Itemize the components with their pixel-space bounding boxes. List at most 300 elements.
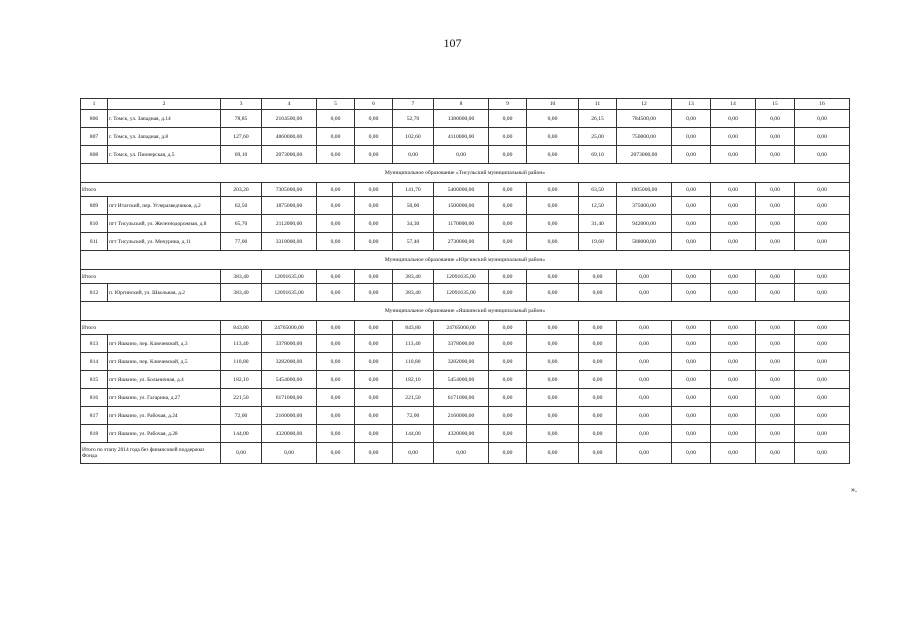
value-cell: 0,00 <box>489 407 527 425</box>
table-row <box>81 425 850 443</box>
value-cell: 0,00 <box>711 110 756 128</box>
column-number: 4 <box>262 99 317 110</box>
value-cell: 0,00 <box>317 215 355 233</box>
value-cell: 0,00 <box>527 128 579 146</box>
value-cell: 5454000,00 <box>434 371 489 389</box>
value-cell: 0,00 <box>355 146 393 164</box>
value-cell: 3282000,00 <box>262 353 317 371</box>
row-number: 809 <box>81 197 108 215</box>
value-cell: 0,00 <box>756 425 795 443</box>
table-row <box>81 110 850 128</box>
total-value: 5400000,00 <box>434 183 489 197</box>
value-cell: 0,00 <box>355 128 393 146</box>
value-cell: 0,00 <box>795 389 850 407</box>
value-cell: 0,00 <box>355 425 393 443</box>
value-cell: 221,50 <box>221 389 262 407</box>
total-value: 0,00 <box>317 443 355 464</box>
value-cell: 0,00 <box>672 215 711 233</box>
value-cell: 2112000,00 <box>262 215 317 233</box>
value-cell: 0,00 <box>355 284 393 302</box>
total-value: 0,00 <box>617 443 672 464</box>
total-value: 0,00 <box>672 183 711 197</box>
value-cell: 0,00 <box>317 335 355 353</box>
value-cell: 1380000,00 <box>434 110 489 128</box>
value-cell: 0,00 <box>711 233 756 251</box>
value-cell: 0,00 <box>756 371 795 389</box>
value-cell: 0,00 <box>527 371 579 389</box>
value-cell: 375000,00 <box>617 197 672 215</box>
value-cell: 0,00 <box>527 353 579 371</box>
value-cell: 0,00 <box>355 215 393 233</box>
value-cell: 383,40 <box>393 284 434 302</box>
row-number: 818 <box>81 425 108 443</box>
value-cell: 182,10 <box>221 371 262 389</box>
value-cell: 102,60 <box>393 128 434 146</box>
total-value: 0,00 <box>527 183 579 197</box>
column-number: 1 <box>81 99 108 110</box>
value-cell: 4110000,00 <box>434 128 489 146</box>
value-cell: 77,00 <box>221 233 262 251</box>
value-cell: 0,00 <box>355 233 393 251</box>
value-cell: 0,00 <box>711 335 756 353</box>
value-cell: 0,00 <box>672 425 711 443</box>
value-cell: 0,00 <box>672 128 711 146</box>
row-number: 817 <box>81 407 108 425</box>
value-cell: 0,00 <box>317 128 355 146</box>
total-value: 0,00 <box>355 270 393 284</box>
value-cell: 0,00 <box>711 425 756 443</box>
value-cell: 0,00 <box>672 233 711 251</box>
total-value: 0,00 <box>317 183 355 197</box>
total-label: Итого по этапу 2014 года без финансовой поддержки Фонда <box>81 443 221 464</box>
value-cell: 25,00 <box>579 128 617 146</box>
total-value: 12091635,00 <box>434 270 489 284</box>
value-cell: 0,00 <box>795 128 850 146</box>
value-cell: 0,00 <box>355 335 393 353</box>
value-cell: 0,00 <box>756 407 795 425</box>
value-cell: 0,00 <box>489 371 527 389</box>
value-cell: 2073000,00 <box>617 146 672 164</box>
value-cell: 0,00 <box>527 425 579 443</box>
value-cell: 0,00 <box>756 284 795 302</box>
value-cell: 69,10 <box>579 146 617 164</box>
value-cell: 0,00 <box>355 197 393 215</box>
value-cell: 127,60 <box>221 128 262 146</box>
value-cell: 0,00 <box>489 197 527 215</box>
subtotal-row <box>81 183 850 197</box>
value-cell: 0,00 <box>317 233 355 251</box>
municipality-heading: Муниципальное образование «Юргинский муниципальный район» <box>81 251 850 270</box>
value-cell: 0,00 <box>672 335 711 353</box>
column-number: 11 <box>579 99 617 110</box>
value-cell: 0,00 <box>527 407 579 425</box>
total-value: 24765000,00 <box>262 321 317 335</box>
value-cell: 588000,00 <box>617 233 672 251</box>
total-value: 0,00 <box>672 270 711 284</box>
column-number: 8 <box>434 99 489 110</box>
value-cell: 0,00 <box>527 233 579 251</box>
value-cell: 2160000,00 <box>434 407 489 425</box>
subtotal-row <box>81 270 850 284</box>
value-cell: 0,00 <box>355 389 393 407</box>
table-row <box>81 215 850 233</box>
value-cell: 26,15 <box>579 110 617 128</box>
total-value: 0,00 <box>355 443 393 464</box>
value-cell: 0,00 <box>317 284 355 302</box>
total-value: 0,00 <box>434 443 489 464</box>
total-value: 0,00 <box>579 321 617 335</box>
value-cell: 0,00 <box>317 197 355 215</box>
value-cell: 34,30 <box>393 215 434 233</box>
value-cell: 182,10 <box>393 371 434 389</box>
value-cell: 12091635,00 <box>262 284 317 302</box>
total-value: 0,00 <box>355 183 393 197</box>
value-cell: 750000,00 <box>617 128 672 146</box>
row-number: 812 <box>81 284 108 302</box>
value-cell: 0,00 <box>672 284 711 302</box>
total-value: 0,00 <box>579 270 617 284</box>
address-cell: г. Томск, ул. Пионерская, д.5 <box>108 146 221 164</box>
value-cell: 383,40 <box>221 284 262 302</box>
value-cell: 4860000,00 <box>262 128 317 146</box>
value-cell: 0,00 <box>527 215 579 233</box>
value-cell: 78,85 <box>221 110 262 128</box>
municipality-heading: Муниципальное образование «Яшкинский муниципальный район» <box>81 302 850 321</box>
total-value: 0,00 <box>672 321 711 335</box>
table-row <box>81 407 850 425</box>
value-cell: 0,00 <box>756 335 795 353</box>
value-cell: 4320000,00 <box>262 425 317 443</box>
value-cell: 2160000,00 <box>262 407 317 425</box>
row-number: 811 <box>81 233 108 251</box>
table-row <box>81 197 850 215</box>
value-cell: 221,50 <box>393 389 434 407</box>
value-cell: 3282000,00 <box>434 353 489 371</box>
value-cell: 62,50 <box>221 197 262 215</box>
municipality-heading: Муниципальное образование «Тисульский муниципальный район» <box>81 164 850 183</box>
value-cell: 0,00 <box>489 389 527 407</box>
address-cell: пгт Яшкино, ул. Гагарина, д.27 <box>108 389 221 407</box>
value-cell: 0,00 <box>527 335 579 353</box>
value-cell: 0,00 <box>527 110 579 128</box>
value-cell: 50,00 <box>393 197 434 215</box>
value-cell: 4320000,00 <box>434 425 489 443</box>
total-label: Итого <box>81 183 221 197</box>
value-cell: 110,80 <box>393 353 434 371</box>
address-cell: г. Томск, ул. Западная, д.8 <box>108 128 221 146</box>
value-cell: 0,00 <box>672 146 711 164</box>
address-cell: пгт Яшкино, пер. Ключевской, д.3 <box>108 335 221 353</box>
total-value: 0,00 <box>489 443 527 464</box>
value-cell: 0,00 <box>756 128 795 146</box>
value-cell: 0,00 <box>489 128 527 146</box>
value-cell: 0,00 <box>317 407 355 425</box>
row-number: 810 <box>81 215 108 233</box>
address-cell: пгт Тисульский, ул. Мичурина, д.11 <box>108 233 221 251</box>
total-label: Итого <box>81 270 221 284</box>
value-cell: 0,00 <box>489 335 527 353</box>
value-cell: 0,00 <box>317 353 355 371</box>
value-cell: 12091635,00 <box>434 284 489 302</box>
value-cell: 0,00 <box>711 146 756 164</box>
table-header-row <box>81 99 850 110</box>
total-value: 0,00 <box>617 321 672 335</box>
column-number: 15 <box>756 99 795 110</box>
address-cell: г. Томск, ул. Западная, д.14 <box>108 110 221 128</box>
total-value: 0,00 <box>672 443 711 464</box>
total-value: 0,00 <box>317 321 355 335</box>
row-number: 807 <box>81 128 108 146</box>
value-cell: 0,00 <box>672 197 711 215</box>
value-cell: 0,00 <box>711 371 756 389</box>
address-cell: п. Юргинский, ул. Школьная, д.2 <box>108 284 221 302</box>
total-value: 0,00 <box>756 321 795 335</box>
section-row <box>81 164 850 183</box>
page-number: 107 <box>443 36 462 50</box>
value-cell: 110,80 <box>221 353 262 371</box>
value-cell: 0,00 <box>355 371 393 389</box>
value-cell: 0,00 <box>672 353 711 371</box>
value-cell: 0,00 <box>711 284 756 302</box>
total-value: 0,00 <box>393 443 434 464</box>
total-value: 0,00 <box>489 183 527 197</box>
total-value: 0,00 <box>317 270 355 284</box>
value-cell: 0,00 <box>617 389 672 407</box>
section-row <box>81 302 850 321</box>
value-cell: 31,40 <box>579 215 617 233</box>
value-cell: 0,00 <box>527 284 579 302</box>
value-cell: 784500,00 <box>617 110 672 128</box>
total-value: 12091635,00 <box>262 270 317 284</box>
value-cell: 72,00 <box>221 407 262 425</box>
value-cell: 0,00 <box>355 110 393 128</box>
total-value: 141,70 <box>393 183 434 197</box>
value-cell: 0,00 <box>795 407 850 425</box>
row-number: 814 <box>81 353 108 371</box>
subtotal-row <box>81 321 850 335</box>
value-cell: 3378000,00 <box>262 335 317 353</box>
address-cell: пгт Яшкино, ул. Рабочая, д.28 <box>108 425 221 443</box>
value-cell: 0,00 <box>317 371 355 389</box>
value-cell: 0,00 <box>795 146 850 164</box>
table-row <box>81 146 850 164</box>
value-cell: 0,00 <box>617 407 672 425</box>
column-number: 13 <box>672 99 711 110</box>
total-value: 0,00 <box>756 443 795 464</box>
total-value: 0,00 <box>579 443 617 464</box>
value-cell: 0,00 <box>489 110 527 128</box>
column-number: 16 <box>795 99 850 110</box>
value-cell: 12,50 <box>579 197 617 215</box>
total-value: 0,00 <box>711 321 756 335</box>
value-cell: 0,00 <box>527 197 579 215</box>
column-number: 2 <box>108 99 221 110</box>
value-cell: 0,00 <box>579 389 617 407</box>
value-cell: 0,00 <box>579 407 617 425</box>
value-cell: 0,00 <box>711 353 756 371</box>
value-cell: 113,40 <box>393 335 434 353</box>
value-cell: 0,00 <box>579 425 617 443</box>
total-value: 0,00 <box>617 270 672 284</box>
row-number: 815 <box>81 371 108 389</box>
table-row <box>81 353 850 371</box>
value-cell: 144,00 <box>221 425 262 443</box>
column-number: 10 <box>527 99 579 110</box>
column-number: 9 <box>489 99 527 110</box>
address-cell: пгт Яшкино, ул. Рабочая, д.24 <box>108 407 221 425</box>
value-cell: 0,00 <box>711 197 756 215</box>
value-cell: 0,00 <box>489 284 527 302</box>
value-cell: 0,00 <box>711 128 756 146</box>
value-cell: 0,00 <box>711 389 756 407</box>
value-cell: 0,00 <box>672 371 711 389</box>
value-cell: 0,00 <box>795 371 850 389</box>
row-number: 813 <box>81 335 108 353</box>
value-cell: 0,00 <box>756 389 795 407</box>
value-cell: 0,00 <box>489 233 527 251</box>
value-cell: 0,00 <box>617 353 672 371</box>
table-row <box>81 233 850 251</box>
value-cell: 0,00 <box>579 335 617 353</box>
column-number: 3 <box>221 99 262 110</box>
column-number: 7 <box>393 99 434 110</box>
value-cell: 0,00 <box>672 110 711 128</box>
program-table <box>80 98 850 464</box>
table-row <box>81 335 850 353</box>
total-value: 0,00 <box>711 270 756 284</box>
value-cell: 0,00 <box>795 425 850 443</box>
value-cell: 0,00 <box>711 407 756 425</box>
value-cell: 0,00 <box>711 215 756 233</box>
section-row <box>81 251 850 270</box>
value-cell: 0,00 <box>317 146 355 164</box>
total-value: 0,00 <box>355 321 393 335</box>
stage-total-row <box>81 443 850 464</box>
total-value: 0,00 <box>711 443 756 464</box>
total-value: 0,00 <box>527 270 579 284</box>
total-value: 0,00 <box>795 270 850 284</box>
value-cell: 0,00 <box>527 389 579 407</box>
closing-quote-mark: ». <box>851 485 857 494</box>
total-value: 0,00 <box>711 183 756 197</box>
value-cell: 0,00 <box>489 425 527 443</box>
total-value: 0,00 <box>489 321 527 335</box>
value-cell: 0,00 <box>317 389 355 407</box>
address-cell: пгт Тисульский, ул. Железнодорожная, д.8 <box>108 215 221 233</box>
value-cell: 0,00 <box>355 353 393 371</box>
value-cell: 1875000,00 <box>262 197 317 215</box>
value-cell: 0,00 <box>756 146 795 164</box>
column-number: 12 <box>617 99 672 110</box>
value-cell: 0,00 <box>579 371 617 389</box>
value-cell: 0,00 <box>795 215 850 233</box>
value-cell: 0,00 <box>317 110 355 128</box>
row-number: 808 <box>81 146 108 164</box>
total-value: 0,00 <box>489 270 527 284</box>
value-cell: 65,70 <box>221 215 262 233</box>
total-value: 203,20 <box>221 183 262 197</box>
value-cell: 0,00 <box>795 335 850 353</box>
value-cell: 0,00 <box>756 215 795 233</box>
value-cell: 0,00 <box>756 197 795 215</box>
value-cell: 19,60 <box>579 233 617 251</box>
value-cell: 0,00 <box>489 353 527 371</box>
total-value: 24765000,00 <box>434 321 489 335</box>
value-cell: 0,00 <box>355 407 393 425</box>
value-cell: 942000,00 <box>617 215 672 233</box>
value-cell: 57,40 <box>393 233 434 251</box>
value-cell: 0,00 <box>527 146 579 164</box>
value-cell: 0,00 <box>756 353 795 371</box>
total-value: 0,00 <box>262 443 317 464</box>
value-cell: 0,00 <box>317 425 355 443</box>
value-cell: 0,00 <box>617 425 672 443</box>
value-cell: 1170000,00 <box>434 215 489 233</box>
value-cell: 0,00 <box>434 146 489 164</box>
total-value: 63,50 <box>579 183 617 197</box>
total-value: 0,00 <box>527 321 579 335</box>
value-cell: 2164500,00 <box>262 110 317 128</box>
value-cell: 0,00 <box>617 335 672 353</box>
value-cell: 144,00 <box>393 425 434 443</box>
address-cell: пгт Итатский, пер. Углеразведчиков, д.2 <box>108 197 221 215</box>
value-cell: 0,00 <box>672 389 711 407</box>
total-value: 1905000,00 <box>617 183 672 197</box>
value-cell: 0,00 <box>672 407 711 425</box>
column-number: 5 <box>317 99 355 110</box>
value-cell: 0,00 <box>489 146 527 164</box>
address-cell: пгт Яшкино, пер. Ключевской, д.5 <box>108 353 221 371</box>
value-cell: 0,00 <box>795 110 850 128</box>
value-cell: 1500000,00 <box>434 197 489 215</box>
table-row <box>81 389 850 407</box>
address-cell: пгт Яшкино, ул. Больничная, д.4 <box>108 371 221 389</box>
value-cell: 3378000,00 <box>434 335 489 353</box>
total-value: 7305000,00 <box>262 183 317 197</box>
total-value: 0,00 <box>527 443 579 464</box>
total-value: 0,00 <box>795 183 850 197</box>
value-cell: 69,10 <box>221 146 262 164</box>
column-number: 14 <box>711 99 756 110</box>
value-cell: 0,00 <box>617 284 672 302</box>
table-row <box>81 284 850 302</box>
value-cell: 0,00 <box>617 371 672 389</box>
value-cell: 0,00 <box>393 146 434 164</box>
total-value: 0,00 <box>795 443 850 464</box>
value-cell: 6171000,00 <box>434 389 489 407</box>
total-value: 383,40 <box>221 270 262 284</box>
value-cell: 0,00 <box>756 233 795 251</box>
value-cell: 0,00 <box>795 284 850 302</box>
row-number: 806 <box>81 110 108 128</box>
total-value: 0,00 <box>756 270 795 284</box>
table-row <box>81 371 850 389</box>
value-cell: 0,00 <box>795 233 850 251</box>
total-value: 0,00 <box>795 321 850 335</box>
value-cell: 0,00 <box>579 353 617 371</box>
total-label: Итого <box>81 321 221 335</box>
value-cell: 113,40 <box>221 335 262 353</box>
value-cell: 0,00 <box>795 353 850 371</box>
value-cell: 52,70 <box>393 110 434 128</box>
total-value: 383,40 <box>393 270 434 284</box>
total-value: 0,00 <box>756 183 795 197</box>
value-cell: 3318000,00 <box>262 233 317 251</box>
value-cell: 0,00 <box>795 197 850 215</box>
row-number: 816 <box>81 389 108 407</box>
value-cell: 6171000,00 <box>262 389 317 407</box>
value-cell: 0,00 <box>579 284 617 302</box>
